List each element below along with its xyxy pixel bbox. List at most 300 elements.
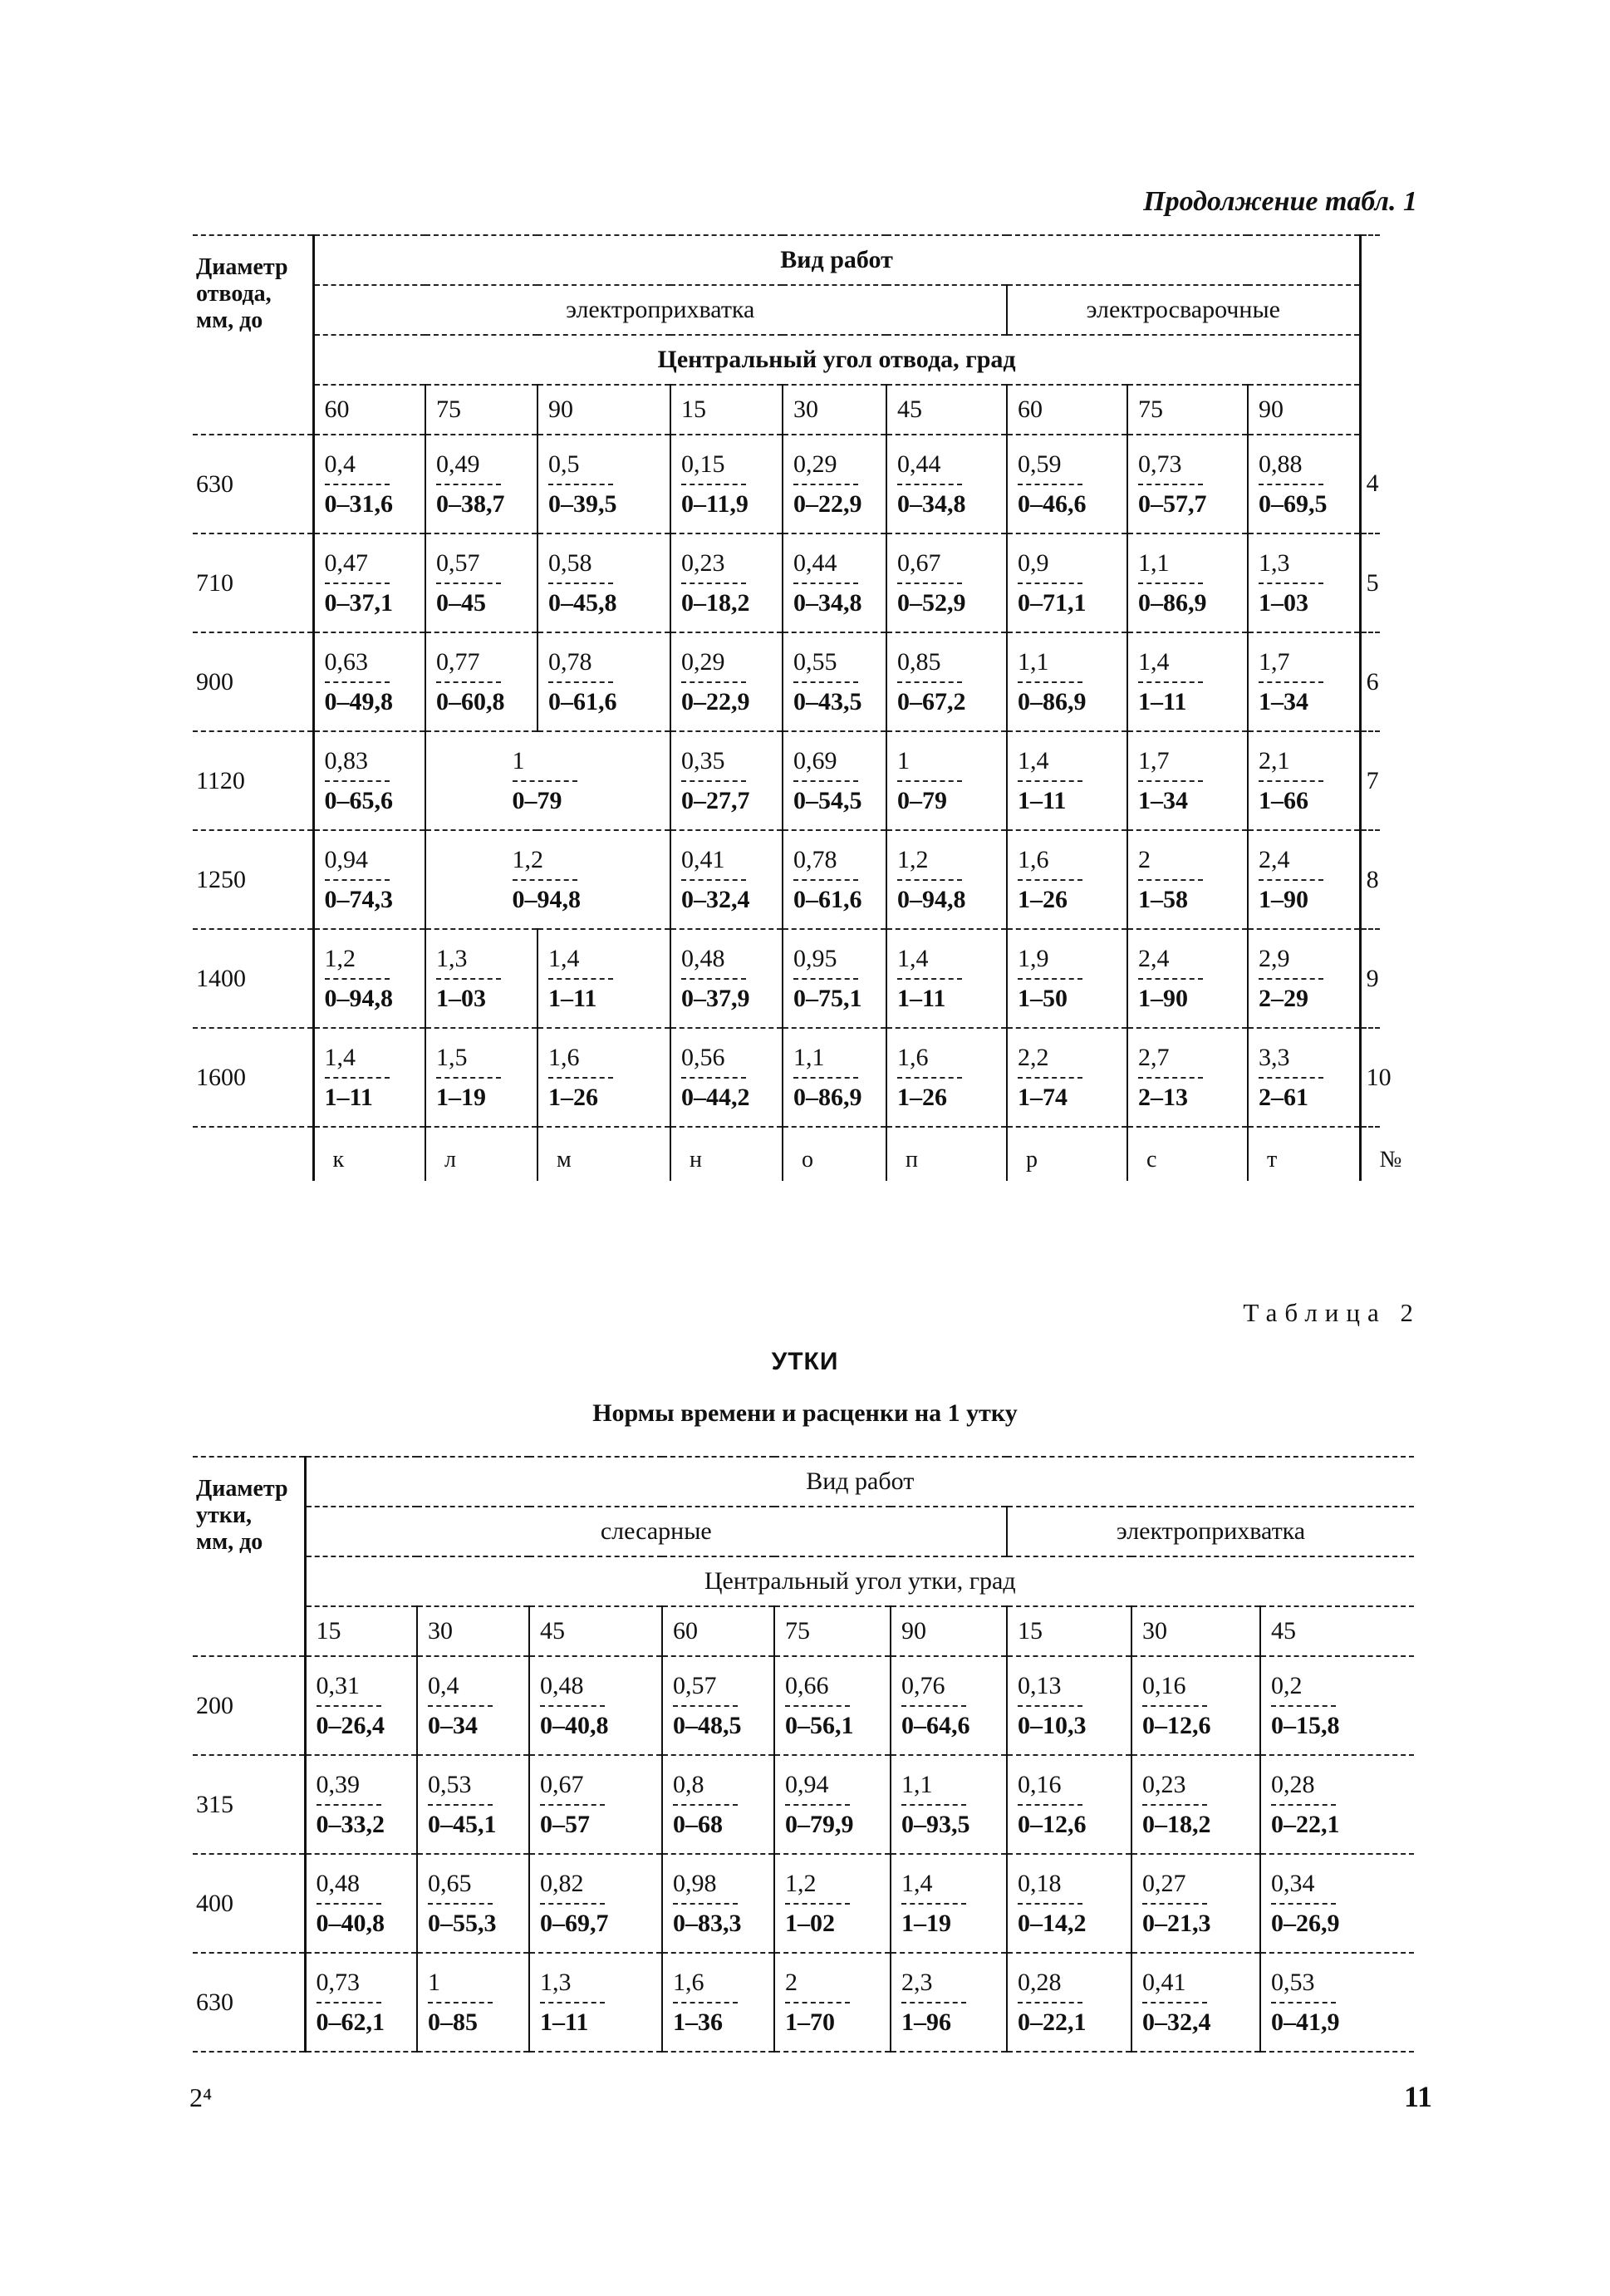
norm-fraction: [540, 1672, 611, 1740]
fraction-bar: [325, 780, 390, 782]
price-rate: 0–18,2: [681, 588, 750, 617]
price-rate: 1–11: [324, 1083, 373, 1111]
norm-fraction: [897, 549, 969, 617]
norm-fraction: [1271, 1771, 1342, 1839]
time-norm: 0,78: [548, 647, 592, 676]
t1-angle-header: 75: [425, 385, 537, 435]
table-cell: [417, 1854, 529, 1953]
time-norm: 0,63: [324, 647, 368, 676]
table2-subtitle: Нормы времени и расценки на 1 утку: [592, 1399, 1018, 1427]
table-row: [193, 1953, 1414, 2052]
time-norm: 2,4: [1138, 944, 1170, 972]
row-number: 6: [1360, 632, 1380, 731]
table-cell: [670, 929, 783, 1028]
price-rate: 0–85: [428, 2008, 478, 2036]
norm-fraction: [673, 1870, 744, 1938]
column-letter: н: [670, 1127, 783, 1181]
price-rate: 0–79,9: [785, 1810, 854, 1838]
table-row: [193, 533, 1380, 632]
time-norm: 1: [428, 1968, 440, 1996]
t1-angle-header: 90: [537, 385, 670, 435]
table1-caption: Продолжение табл. 1: [1143, 186, 1417, 217]
table-cell: [1260, 1755, 1414, 1854]
table-cell: [783, 731, 886, 830]
table-cell: [1248, 632, 1360, 731]
fraction-bar: [428, 1903, 493, 1905]
price-rate: 0–12,6: [1018, 1810, 1087, 1838]
time-norm: 1,2: [897, 845, 929, 873]
table-cell: [313, 632, 425, 731]
norm-fraction: [681, 1044, 753, 1112]
table-cell: [1260, 1854, 1414, 1953]
t1-angle-header: 30: [783, 385, 886, 435]
t2-angle-header: 60: [662, 1606, 774, 1656]
fraction-bar: [548, 1077, 613, 1079]
time-norm: 2,2: [1018, 1043, 1049, 1071]
norm-fraction: [1018, 1044, 1089, 1112]
fraction-bar: [793, 583, 858, 584]
table-row: [193, 830, 1380, 929]
time-norm: 1,1: [1018, 647, 1049, 676]
fraction-bar: [681, 1077, 746, 1079]
table-cell: [1127, 533, 1248, 632]
time-norm: 0,8: [673, 1770, 704, 1798]
table-cell: [1127, 1028, 1248, 1127]
table-cell: [1131, 1953, 1260, 2052]
price-rate: 0–86,9: [1138, 588, 1207, 617]
column-letter: с: [1127, 1127, 1248, 1181]
row-diameter: 1600: [193, 1028, 313, 1127]
table-cell: [662, 1953, 774, 2052]
price-rate: 1–34: [1138, 786, 1188, 814]
t1-group-b: электросварочные: [1007, 285, 1360, 335]
price-rate: 0–18,2: [1142, 1810, 1211, 1838]
fraction-bar: [540, 1903, 605, 1905]
norm-fraction: [1138, 747, 1210, 815]
table-cell: [425, 731, 670, 830]
row-number: 8: [1360, 830, 1380, 929]
norm-fraction: [436, 549, 508, 617]
norm-fraction: [901, 1771, 973, 1839]
price-rate: 0–61,6: [793, 885, 862, 913]
fraction-bar: [785, 1705, 850, 1707]
time-norm: 0,53: [1271, 1968, 1315, 1996]
norm-fraction: [1271, 1969, 1342, 2037]
time-norm: 0,48: [316, 1869, 360, 1897]
row-diameter: 1120: [193, 731, 313, 830]
fraction-bar: [1018, 583, 1082, 584]
time-norm: 0,9: [1018, 548, 1049, 577]
time-norm: 1,1: [793, 1043, 825, 1071]
fraction-bar: [1271, 2002, 1336, 2003]
table-row: [193, 435, 1380, 533]
fraction-bar: [325, 1077, 390, 1079]
norm-fraction: [436, 945, 508, 1013]
table-cell: [1248, 435, 1360, 533]
time-norm: 2,4: [1259, 845, 1290, 873]
time-norm: 1,3: [436, 944, 468, 972]
table-cell: [1007, 1953, 1131, 2052]
fraction-bar: [513, 780, 577, 782]
time-norm: 0,69: [793, 746, 837, 774]
norm-fraction: [1271, 1672, 1342, 1740]
table-row: [193, 1656, 1414, 1755]
price-rate: 0–43,5: [793, 687, 862, 715]
price-rate: 1–26: [1018, 885, 1068, 913]
fraction-bar: [1018, 1077, 1082, 1079]
table-cell: [1248, 731, 1360, 830]
price-rate: 0–44,2: [681, 1083, 750, 1111]
time-norm: 0,58: [548, 548, 592, 577]
price-rate: 2–29: [1259, 984, 1308, 1012]
time-norm: 0,47: [324, 548, 368, 577]
fraction-bar: [540, 2002, 605, 2003]
fraction-bar: [897, 583, 962, 584]
table2: [193, 1456, 1414, 2053]
price-rate: 0–22,1: [1018, 2008, 1087, 2036]
price-rate: 0–74,3: [324, 885, 393, 913]
time-norm: 0,73: [316, 1968, 360, 1996]
time-norm: 0,4: [428, 1671, 459, 1699]
fraction-bar: [548, 978, 613, 980]
price-rate: 0–41,9: [1271, 2008, 1340, 2036]
time-norm: 0,78: [793, 845, 837, 873]
t2-diam-header: Диаметр утки, мм, до: [193, 1457, 305, 1656]
price-rate: 1–11: [1018, 786, 1067, 814]
norm-fraction: [1259, 450, 1330, 519]
fraction-bar: [897, 484, 962, 485]
norm-fraction: [540, 1870, 611, 1938]
table-cell: [670, 533, 783, 632]
norm-fraction: [1142, 1969, 1214, 2037]
norm-fraction: [1142, 1672, 1214, 1740]
fraction-bar: [793, 1077, 858, 1079]
time-norm: 0,35: [681, 746, 725, 774]
t2-angle-header: 30: [1131, 1606, 1260, 1656]
column-letter: п: [886, 1127, 1007, 1181]
time-norm: 1,9: [1018, 944, 1049, 972]
table-cell: [774, 1656, 891, 1755]
price-rate: 0–86,9: [1018, 687, 1087, 715]
price-rate: 0–93,5: [901, 1810, 970, 1838]
table-cell: [886, 435, 1007, 533]
table-cell: [1007, 1656, 1131, 1755]
price-rate: 1–26: [897, 1083, 947, 1111]
time-norm: 1,4: [897, 944, 929, 972]
price-rate: 0–22,1: [1271, 1810, 1340, 1838]
table-row: [193, 632, 1380, 731]
price-rate: 0–10,3: [1018, 1711, 1087, 1739]
price-rate: 1–66: [1259, 786, 1308, 814]
table-cell: [1007, 632, 1127, 731]
fraction-bar: [681, 583, 746, 584]
price-rate: 0–22,9: [793, 489, 862, 518]
table1: [193, 234, 1402, 1181]
fraction-bar: [513, 879, 577, 881]
norm-fraction: [793, 648, 865, 716]
norm-fraction: [1259, 1044, 1330, 1112]
table-cell: [537, 1028, 670, 1127]
price-rate: 0–34,8: [897, 489, 966, 518]
fraction-bar: [1138, 1077, 1203, 1079]
fraction-bar: [317, 1804, 381, 1806]
price-rate: 0–57: [540, 1810, 590, 1838]
fraction-bar: [325, 681, 390, 683]
t2-group-b: электроприхватка: [1007, 1507, 1414, 1556]
time-norm: 0,23: [681, 548, 725, 577]
table-row: [193, 929, 1380, 1028]
norm-fraction: [1138, 846, 1210, 914]
fraction-bar: [1259, 583, 1323, 584]
time-norm: 0,15: [681, 450, 725, 478]
column-letter: м: [537, 1127, 670, 1181]
fraction-bar: [428, 1705, 493, 1707]
time-norm: 2,7: [1138, 1043, 1170, 1071]
price-rate: 1–90: [1259, 885, 1308, 913]
norm-fraction: [1018, 945, 1089, 1013]
fraction-bar: [793, 978, 858, 980]
table-cell: [886, 731, 1007, 830]
time-norm: 0,77: [436, 647, 480, 676]
table-row: [193, 1028, 1380, 1127]
table-cell: [1260, 1656, 1414, 1755]
norm-fraction: [1259, 648, 1330, 716]
time-norm: 0,57: [436, 548, 480, 577]
fraction-bar: [436, 583, 501, 584]
fraction-bar: [1018, 879, 1082, 881]
time-norm: 0,44: [793, 548, 837, 577]
fraction-bar: [1259, 681, 1323, 683]
table-cell: [537, 632, 670, 731]
price-rate: 0–94,8: [324, 984, 393, 1012]
time-norm: 0,59: [1018, 450, 1062, 478]
fraction-bar: [785, 1903, 850, 1905]
fraction-bar: [325, 978, 390, 980]
price-rate: 0–31,6: [324, 489, 393, 518]
time-norm: 1: [897, 746, 910, 774]
price-rate: 0–37,1: [324, 588, 393, 617]
price-rate: 0–55,3: [428, 1909, 497, 1937]
price-rate: 0–34: [428, 1711, 478, 1739]
fraction-bar: [548, 583, 613, 584]
table-cell: [670, 830, 783, 929]
table-cell: [783, 632, 886, 731]
fraction-bar: [317, 1705, 381, 1707]
price-rate: 0–26,9: [1271, 1909, 1340, 1937]
norm-fraction: [1259, 549, 1330, 617]
norm-fraction: [897, 450, 969, 519]
price-rate: 0–69,7: [540, 1909, 609, 1937]
table-cell: [774, 1755, 891, 1854]
norm-fraction: [897, 1044, 969, 1112]
time-norm: 0,28: [1018, 1968, 1062, 1996]
fraction-bar: [1271, 1804, 1336, 1806]
fraction-bar: [681, 978, 746, 980]
table-cell: [783, 830, 886, 929]
norm-fraction: [540, 1771, 611, 1839]
fraction-bar: [681, 780, 746, 782]
table-cell: [891, 1755, 1007, 1854]
fraction-bar: [1138, 484, 1203, 485]
norm-fraction: [1018, 450, 1089, 519]
norm-fraction: [681, 450, 753, 519]
price-rate: 0–37,9: [681, 984, 750, 1012]
t1-angle-header: 15: [670, 385, 783, 435]
norm-fraction: [1018, 1870, 1089, 1938]
price-rate: 0–21,3: [1142, 1909, 1211, 1937]
time-norm: 1,7: [1259, 647, 1290, 676]
table-cell: [1131, 1755, 1260, 1854]
price-rate: 0–60,8: [436, 687, 505, 715]
time-norm: 0,29: [793, 450, 837, 478]
norm-fraction: [540, 1969, 611, 2037]
row-diameter: 315: [193, 1755, 305, 1854]
price-rate: 0–15,8: [1271, 1711, 1340, 1739]
time-norm: 2,1: [1259, 746, 1290, 774]
price-rate: 0–34,8: [793, 588, 862, 617]
table-cell: [425, 1028, 537, 1127]
norm-fraction: [901, 1969, 973, 2037]
table-cell: [1007, 1854, 1131, 1953]
t1-diam-header: Диаметр отвода, мм, до: [193, 235, 313, 435]
table-cell: [774, 1953, 891, 2052]
fraction-bar: [436, 484, 501, 485]
norm-fraction: [901, 1672, 973, 1740]
time-norm: 1,6: [548, 1043, 580, 1071]
time-norm: 2: [785, 1968, 798, 1996]
table-cell: [1131, 1656, 1260, 1755]
table-cell: [425, 632, 537, 731]
time-norm: 0,23: [1142, 1770, 1186, 1798]
price-rate: 0–68: [673, 1810, 723, 1838]
table-cell: [425, 830, 670, 929]
time-norm: 0,82: [540, 1869, 584, 1897]
t1-angle-header: 75: [1127, 385, 1248, 435]
norm-fraction: [317, 1969, 388, 2037]
norm-fraction: [793, 1044, 865, 1112]
norm-fraction: [436, 1044, 508, 1112]
table-row: [193, 1755, 1414, 1854]
page-left-mark: 2⁴: [189, 2082, 213, 2112]
time-norm: 0,85: [897, 647, 941, 676]
price-rate: 0–40,8: [540, 1711, 609, 1739]
time-norm: 0,94: [785, 1770, 829, 1798]
norm-fraction: [1018, 1771, 1089, 1839]
table-cell: [1260, 1953, 1414, 2052]
price-rate: 0–45,1: [428, 1810, 497, 1838]
norm-fraction: [548, 450, 620, 519]
row-diameter: 1400: [193, 929, 313, 1028]
price-rate: 1–11: [1138, 687, 1187, 715]
fraction-bar: [1018, 978, 1082, 980]
price-rate: 0–32,4: [1142, 2008, 1211, 2036]
table-cell: [537, 929, 670, 1028]
price-rate: 0–64,6: [901, 1711, 970, 1739]
table-cell: [529, 1656, 662, 1755]
time-norm: 1,2: [512, 845, 543, 873]
time-norm: 1,4: [548, 944, 580, 972]
norm-fraction: [317, 1771, 388, 1839]
fraction-bar: [1018, 681, 1082, 683]
t2-group-a: слесарные: [305, 1507, 1007, 1556]
price-rate: 2–61: [1259, 1083, 1308, 1111]
norm-fraction: [325, 549, 396, 617]
norm-fraction: [897, 648, 969, 716]
table-cell: [417, 1755, 529, 1854]
time-norm: 0,41: [681, 845, 725, 873]
table-cell: [1007, 533, 1127, 632]
fraction-bar: [793, 780, 858, 782]
t2-angle-header: 15: [1007, 1606, 1131, 1656]
price-rate: 1–11: [548, 984, 597, 1012]
table-cell: [1127, 731, 1248, 830]
fraction-bar: [1018, 1705, 1082, 1707]
time-norm: 0,95: [793, 944, 837, 972]
price-rate: 0–14,2: [1018, 1909, 1087, 1937]
norm-fraction: [428, 1771, 499, 1839]
fraction-bar: [540, 1804, 605, 1806]
t2-angle-header: 15: [305, 1606, 417, 1656]
time-norm: 0,4: [324, 450, 356, 478]
price-rate: 0–48,5: [673, 1711, 742, 1739]
table-cell: [670, 632, 783, 731]
time-norm: 1,7: [1138, 746, 1170, 774]
price-rate: 1–70: [785, 2008, 835, 2036]
norm-fraction: [1018, 747, 1089, 815]
norm-fraction: [436, 450, 508, 519]
norm-fraction: [325, 1044, 396, 1112]
table-cell: [305, 1656, 417, 1755]
table-cell: [305, 1854, 417, 1953]
price-rate: 1–11: [540, 2008, 589, 2036]
time-norm: 2: [1138, 845, 1151, 873]
norm-fraction: [325, 846, 396, 914]
norm-fraction: [681, 648, 753, 716]
time-norm: 0,98: [673, 1869, 717, 1897]
fraction-bar: [1271, 1705, 1336, 1707]
time-norm: 0,48: [540, 1671, 584, 1699]
fraction-bar: [1271, 1903, 1336, 1905]
row-number: 7: [1360, 731, 1380, 830]
price-rate: 0–94,8: [512, 885, 581, 913]
price-rate: 0–56,1: [785, 1711, 854, 1739]
price-rate: 0–11,9: [681, 489, 749, 518]
norm-fraction: [1138, 450, 1210, 519]
fraction-bar: [1259, 780, 1323, 782]
table-cell: [1127, 929, 1248, 1028]
table-cell: [1248, 1028, 1360, 1127]
norm-fraction: [681, 945, 753, 1013]
norm-fraction: [325, 648, 396, 716]
norm-fraction: [1138, 1044, 1210, 1112]
fraction-bar: [785, 1804, 850, 1806]
time-norm: 0,18: [1018, 1869, 1062, 1897]
row-diameter: 900: [193, 632, 313, 731]
norm-fraction: [1018, 549, 1089, 617]
table-cell: [783, 1028, 886, 1127]
row-diameter: 1250: [193, 830, 313, 929]
norm-fraction: [317, 1870, 388, 1938]
table-cell: [537, 435, 670, 533]
table-cell: [662, 1755, 774, 1854]
fraction-bar: [548, 484, 613, 485]
norm-fraction: [548, 1044, 620, 1112]
norm-fraction: [428, 1870, 499, 1938]
time-norm: 0,76: [901, 1671, 945, 1699]
time-norm: 1,4: [324, 1043, 356, 1071]
fraction-bar: [317, 2002, 381, 2003]
time-norm: 0,57: [673, 1671, 717, 1699]
